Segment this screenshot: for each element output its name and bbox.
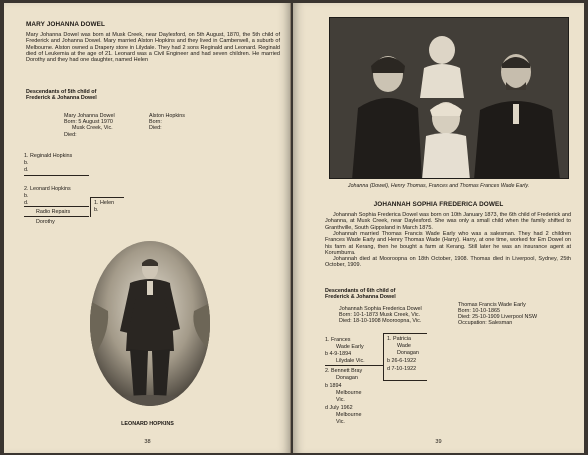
person-birthplace: Musk Creek, Vic. xyxy=(72,125,113,131)
family-portrait-figures xyxy=(330,18,569,179)
child-2-born: b. xyxy=(24,193,29,199)
right-page-number: 39 xyxy=(435,439,442,445)
right-person-died: Died: 18-10-1908 Mooroopna, Vic. xyxy=(339,318,422,324)
left-photo-caption: LEONARD HOPKINS xyxy=(121,421,174,427)
right-biography-3: Johannah died at Mooroopna on 18th October, 1908. Thomas died in Liverpool, Sydney, 25th October, 1909. xyxy=(325,256,571,269)
right-child-2-deathplace: Melbourne xyxy=(336,412,362,418)
right-child-2-birthstate: Vic. xyxy=(336,397,345,403)
grandchild-bracket xyxy=(90,197,91,217)
grandchild-bracket-bottom xyxy=(383,380,427,381)
right-descendants-subheading: Frederick & Johanna Dowel xyxy=(325,294,396,300)
spouse-born: Born: xyxy=(149,119,162,125)
right-spouse-died: Died: 25-10-1909 Liverpool NSW xyxy=(458,314,538,320)
right-child-1-line2: Wade Early xyxy=(336,344,364,350)
child-1-died: d. xyxy=(24,167,29,173)
family-photo xyxy=(329,17,569,179)
grandchild-born: b. xyxy=(94,207,99,213)
grandchild-name: 1. Helen xyxy=(94,200,115,206)
right-child-2-line2: Donagan xyxy=(336,375,358,381)
right-child-2-birthplace: Melbourne xyxy=(336,390,362,396)
right-child-2-born: b 1894 xyxy=(325,383,342,389)
left-page xyxy=(4,3,291,453)
grandchild-bracket-top xyxy=(90,197,124,198)
right-child-1-divider xyxy=(325,365,383,366)
right-child-2-deathstate: Vic. xyxy=(336,419,345,425)
right-child-1-line1: 1. Frances xyxy=(325,337,351,343)
right-spouse-occupation: Occupation: Salesman xyxy=(458,320,513,326)
right-grandchild-line2: Wade xyxy=(397,343,411,349)
right-person-born: Born: 10-1-1873 Musk Creek, Vic. xyxy=(339,312,421,318)
right-child-1-birthplace: Lilydale Vic. xyxy=(336,358,365,364)
right-spouse-born: Born: 10-10-1865 xyxy=(458,308,500,314)
grandchild-bracket-left xyxy=(383,333,384,381)
right-grandchild-line3: Donagan xyxy=(397,350,419,356)
child-1-divider xyxy=(24,175,89,176)
left-page-number: 38 xyxy=(144,439,151,445)
right-page xyxy=(293,3,584,453)
child-2-spouse: Dorothy xyxy=(36,219,55,225)
spouse-died: Died: xyxy=(149,125,162,131)
person-died: Died: xyxy=(64,132,77,138)
child-1-born: b. xyxy=(24,160,29,166)
right-biography-2: Johannah married Thomas Francis Wade Early who was a salesman. They had 2 children Frances Wade Early and Henry Thomas Wade (Harry). Harry, at one time, worked for Em Dowel on his farm at Kerang, then he bought a farm at Kerang. Still later he was an insurance agent at Korumburra. xyxy=(325,231,571,256)
left-biography: Mary Johanna Dowel was born at Musk Creek, near Daylesford, on 5th August, 1870, the 5th child of Frederick and Johanna Dowel. Mary married Alston Hopkins and they lived in Camberwell, a suburb of Melbourne. Alston owned a Drapery store in Lilydale. They had 2 sons Reginald and Leonard. Reginald died of Leukemia at the age of 21. Leonard was a Civil Engineer and had seven children. He married Dorothy and they had one daughter, named Helen xyxy=(26,32,280,64)
right-child-1-born: b 4-9-1894 xyxy=(325,351,352,357)
right-spouse-name: Thomas Francis Wade Early xyxy=(458,302,526,308)
right-descendants-heading: Descendants of 6th child of xyxy=(325,288,396,294)
right-grandchild-born: b 26-6-1922 xyxy=(387,358,417,364)
left-page-title: MARY JOHANNA DOWEL xyxy=(26,21,105,28)
child-2-occupation: Radio Repairs xyxy=(36,209,71,215)
right-person-name: Johannah Sophia Frederica Dowel xyxy=(339,306,422,312)
child-2-spouse-divider xyxy=(24,216,89,217)
right-child-2-died: d July 1962 xyxy=(325,405,353,411)
right-child-2-line1: 2. Bennett Bray xyxy=(325,368,363,374)
person-born: Born: 5 August 1970 xyxy=(64,119,113,125)
grandchild-bracket-top xyxy=(383,333,427,334)
child-2-name: 2. Leonard Hopkins xyxy=(24,186,71,192)
leonard-hopkins-photo xyxy=(90,241,210,406)
left-descendants-subheading: Frederick & Johanna Dowel xyxy=(26,95,97,101)
right-grandchild-died: d 7-10-1922 xyxy=(387,366,417,372)
left-descendants-heading: Descendants of 5th child of xyxy=(26,89,97,95)
child-2-divider xyxy=(24,206,89,207)
child-1-name: 1. Reginald Hopkins xyxy=(24,153,73,159)
person-name: Mary Johanna Dowel xyxy=(64,113,115,119)
portrait-figure xyxy=(90,241,210,406)
right-grandchild-line1: 1. Patricia xyxy=(387,336,411,342)
family-photo-caption: Johanna (Dowel), Henry Thomas, Frances and Thomas Frances Wade Early. xyxy=(347,183,530,189)
right-biography-1: Johannah Sophia Frederica Dowel was born on 10th January 1873, the 6th child of Frederick and Johanna, at Musk Creek, near Daylesford. She was only a small child when the family shifted to Granthville, South Gippsland in March 1875. xyxy=(325,212,571,231)
spouse-name: Alston Hopkins xyxy=(149,113,185,119)
right-page-title: JOHANNAH SOPHIA FREDERICA DOWEL xyxy=(373,201,504,208)
child-2-died: d. xyxy=(24,200,29,206)
